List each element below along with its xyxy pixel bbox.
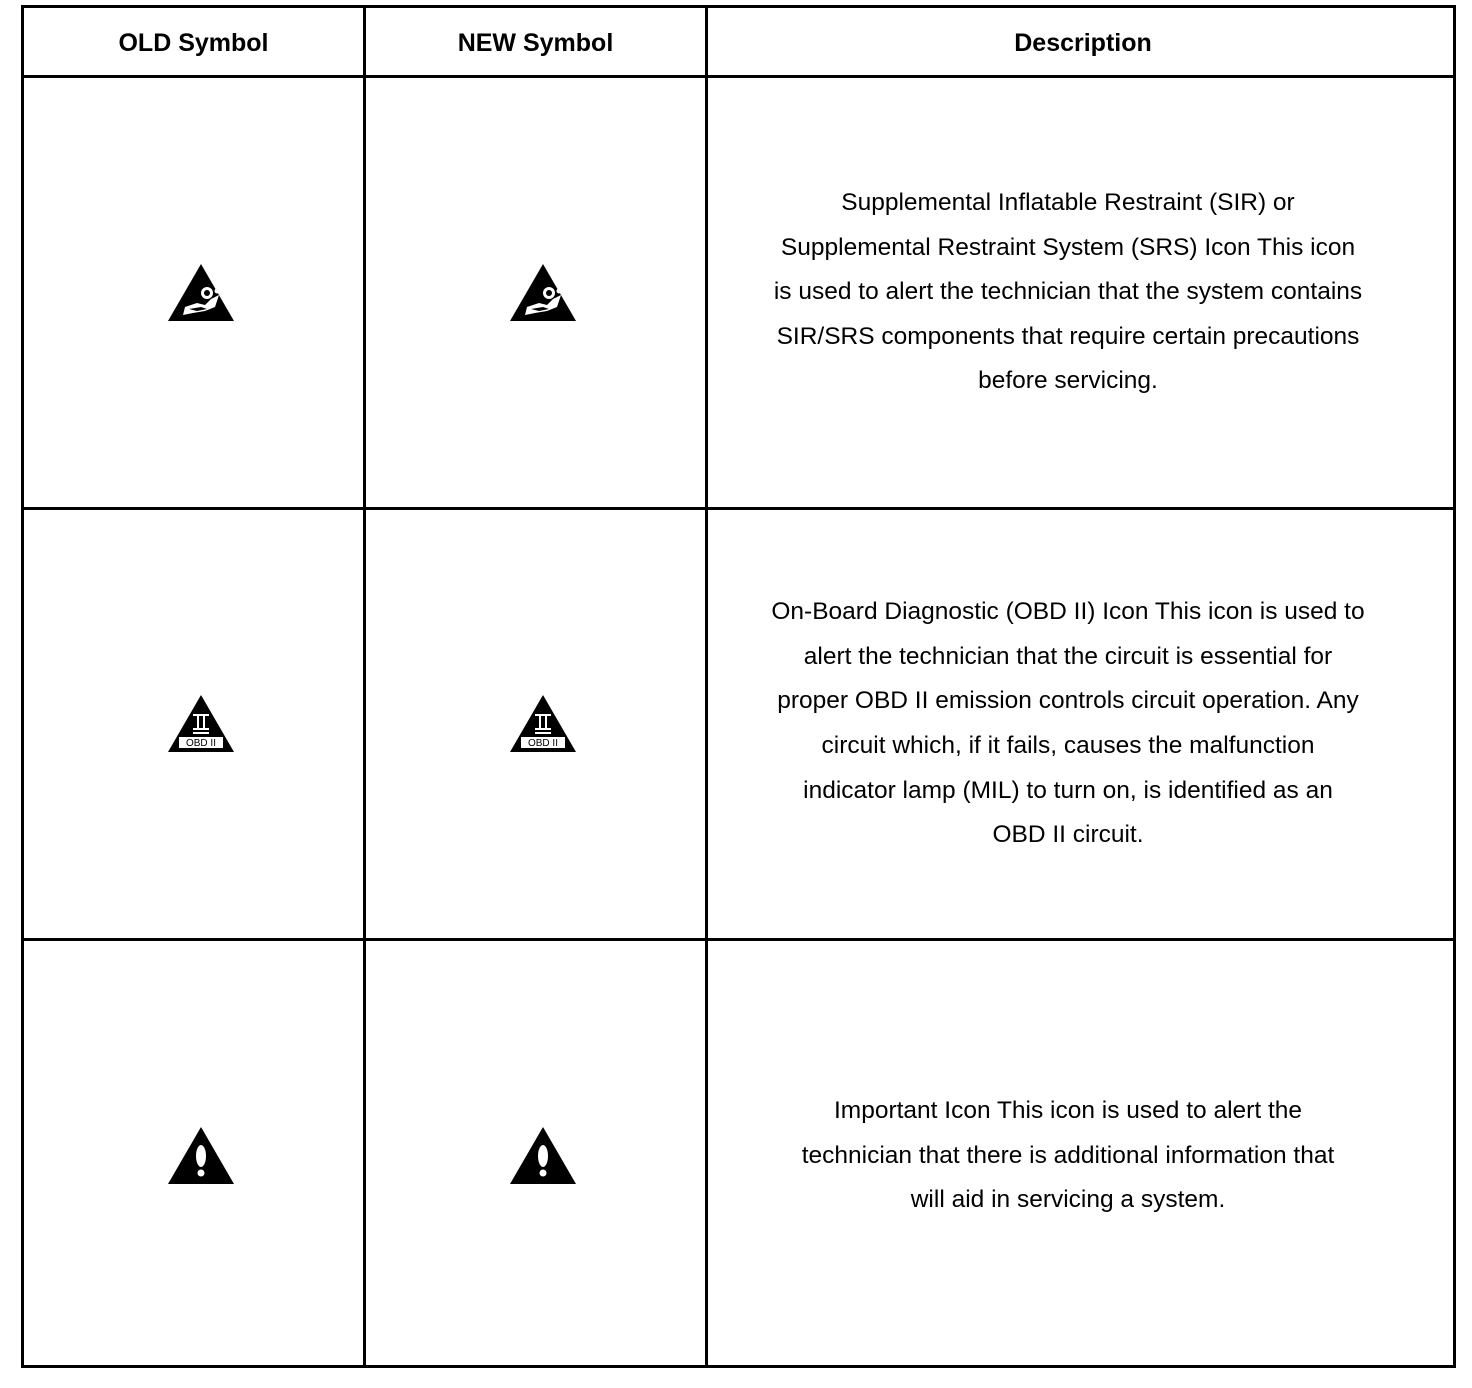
description-line: is used to alert the technician that the system contains bbox=[773, 278, 1363, 306]
header-old-symbol: OLD Symbol bbox=[118, 28, 269, 57]
description-cell bbox=[708, 510, 1428, 938]
description-cell bbox=[708, 78, 1428, 507]
description-line: Supplemental Inflatable Restraint (SIR) or bbox=[841, 189, 1295, 217]
svg-text:OBD II: OBD II bbox=[527, 738, 558, 749]
symbol-table bbox=[21, 5, 1456, 1368]
description-line: circuit which, if it fails, causes the malfunction bbox=[821, 732, 1315, 759]
header-description: Description bbox=[1014, 28, 1152, 57]
obd-ii-warning-icon bbox=[167, 694, 235, 754]
svg-text:OBD II: OBD II bbox=[185, 738, 216, 749]
old-symbol-cell bbox=[24, 510, 363, 938]
old-symbol-cell bbox=[24, 941, 363, 1371]
description-line: Supplemental Restraint System (SRS) Icon This icon bbox=[780, 233, 1356, 261]
sir-airbag-warning-icon bbox=[167, 263, 235, 323]
description-cell bbox=[708, 941, 1428, 1371]
description-line: before servicing. bbox=[978, 367, 1158, 395]
description-line: proper OBD II emission controls circuit operation. Any bbox=[777, 687, 1359, 715]
description-line: will aid in servicing a system. bbox=[910, 1186, 1226, 1214]
old-symbol-cell bbox=[24, 78, 363, 507]
description-line: SIR/SRS components that require certain precautions bbox=[776, 322, 1360, 350]
important-exclamation-warning-icon bbox=[167, 1126, 235, 1186]
sir-airbag-warning-icon bbox=[509, 263, 577, 323]
description-line: OBD II circuit. bbox=[992, 821, 1144, 849]
description-line: On-Board Diagnostic (OBD II) Icon This icon is used to bbox=[771, 598, 1365, 626]
description-line: indicator lamp (MIL) to turn on, is identified as an bbox=[803, 776, 1333, 804]
header-new-symbol: NEW Symbol bbox=[457, 28, 614, 57]
new-symbol-cell bbox=[366, 78, 705, 507]
obd-ii-warning-icon bbox=[509, 694, 577, 754]
important-exclamation-warning-icon bbox=[509, 1126, 577, 1186]
description-line: alert the technician that the circuit is essential for bbox=[803, 642, 1333, 670]
new-symbol-cell bbox=[366, 510, 705, 938]
description-line: technician that there is additional information that bbox=[801, 1141, 1335, 1169]
new-symbol-cell bbox=[366, 941, 705, 1371]
description-line: Important Icon This icon is used to alert the bbox=[833, 1097, 1302, 1125]
